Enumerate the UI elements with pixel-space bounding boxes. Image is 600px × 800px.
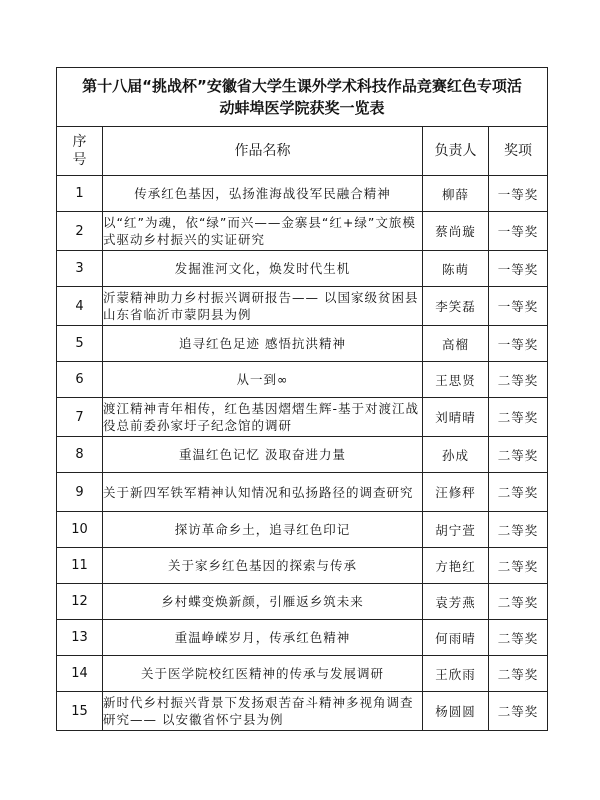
work-title: 关于医学院校红医精神的传承与发展调研 xyxy=(103,656,423,692)
work-title: 发掘淮河文化，焕发时代生机 xyxy=(103,251,423,287)
award-level: 二等奖 xyxy=(489,512,548,548)
work-title: 追寻红色足迹 感悟抗洪精神 xyxy=(103,326,423,362)
table-row xyxy=(57,212,548,251)
title-line-1: 第十八届“挑战杯”安徽省大学生课外学术科技作品竞赛红色专项活 xyxy=(82,77,522,95)
responsible-person: 方艳红 xyxy=(423,548,489,584)
work-title: 探访革命乡土，追寻红色印记 xyxy=(103,512,423,548)
row-number: 4 xyxy=(57,287,103,326)
award-level: 二等奖 xyxy=(489,584,548,620)
award-level: 二等奖 xyxy=(489,437,548,473)
table-row xyxy=(57,362,548,398)
work-title: 从一到∞ xyxy=(103,362,423,398)
header-award: 奖项 xyxy=(489,127,548,176)
award-table xyxy=(56,67,548,731)
work-title: 新时代乡村振兴背景下发扬艰苦奋斗精神多视角调查研究—— 以安徽省怀宁县为例 xyxy=(103,692,423,731)
award-level: 二等奖 xyxy=(489,692,548,731)
award-level: 一等奖 xyxy=(489,287,548,326)
responsible-person: 王欣雨 xyxy=(423,656,489,692)
row-number: 11 xyxy=(57,548,103,584)
row-number: 9 xyxy=(57,473,103,512)
row-number: 12 xyxy=(57,584,103,620)
row-number: 7 xyxy=(57,398,103,437)
award-level: 二等奖 xyxy=(489,548,548,584)
table-row xyxy=(57,251,548,287)
responsible-person: 刘晴晴 xyxy=(423,398,489,437)
work-title: 重温峥嵘岁月，传承红色精神 xyxy=(103,620,423,656)
document-title xyxy=(57,68,548,127)
header-no-line-1: 序 xyxy=(72,134,87,150)
title-row xyxy=(57,68,548,127)
work-title: 重温红色记忆 汲取奋进力量 xyxy=(103,437,423,473)
responsible-person: 孙成 xyxy=(423,437,489,473)
table-row xyxy=(57,512,548,548)
responsible-person: 柳薛 xyxy=(423,176,489,212)
responsible-person: 陈萌 xyxy=(423,251,489,287)
row-number: 14 xyxy=(57,656,103,692)
row-number: 15 xyxy=(57,692,103,731)
work-title: 关于新四军铁军精神认知情况和弘扬路径的调查研究 xyxy=(103,473,423,512)
table-body xyxy=(57,176,548,731)
row-number: 6 xyxy=(57,362,103,398)
header-row xyxy=(57,127,548,176)
responsible-person: 胡宁萱 xyxy=(423,512,489,548)
award-level: 二等奖 xyxy=(489,362,548,398)
table-row xyxy=(57,176,548,212)
row-number: 8 xyxy=(57,437,103,473)
table-row xyxy=(57,656,548,692)
row-number: 5 xyxy=(57,326,103,362)
table-row xyxy=(57,584,548,620)
row-number: 3 xyxy=(57,251,103,287)
row-number: 1 xyxy=(57,176,103,212)
header-no-line-2: 号 xyxy=(72,152,87,168)
award-level: 二等奖 xyxy=(489,473,548,512)
responsible-person: 蔡尚璇 xyxy=(423,212,489,251)
award-level: 二等奖 xyxy=(489,656,548,692)
responsible-person: 杨圆圆 xyxy=(423,692,489,731)
award-level: 一等奖 xyxy=(489,251,548,287)
award-level: 二等奖 xyxy=(489,620,548,656)
table-row xyxy=(57,326,548,362)
table-row xyxy=(57,473,548,512)
responsible-person: 何雨晴 xyxy=(423,620,489,656)
title-line-2: 动蚌埠医学院获奖一览表 xyxy=(219,99,385,117)
table-row xyxy=(57,692,548,731)
table-row xyxy=(57,620,548,656)
header-person: 负责人 xyxy=(423,127,489,176)
award-level: 一等奖 xyxy=(489,212,548,251)
row-number: 10 xyxy=(57,512,103,548)
responsible-person: 高榴 xyxy=(423,326,489,362)
table-row xyxy=(57,437,548,473)
work-title: 沂蒙精神助力乡村振兴调研报告—— 以国家级贫困县山东省临沂市蒙阴县为例 xyxy=(103,287,423,326)
table-row xyxy=(57,548,548,584)
responsible-person: 王思贤 xyxy=(423,362,489,398)
work-title: 渡江精神青年相传，红色基因熠熠生辉-基于对渡江战役总前委孙家圩子纪念馆的调研 xyxy=(103,398,423,437)
responsible-person: 汪修秤 xyxy=(423,473,489,512)
header-work-name: 作品名称 xyxy=(103,127,423,176)
work-title: 关于家乡红色基因的探索与传承 xyxy=(103,548,423,584)
header-no xyxy=(57,127,103,176)
row-number: 2 xyxy=(57,212,103,251)
responsible-person: 李笑磊 xyxy=(423,287,489,326)
responsible-person: 袁芳燕 xyxy=(423,584,489,620)
work-title: 以“红”为魂，依“绿”而兴——金寨县“红+绿”文旅模式驱动乡村振兴的实证研究 xyxy=(103,212,423,251)
award-level: 一等奖 xyxy=(489,176,548,212)
award-level: 一等奖 xyxy=(489,326,548,362)
work-title: 乡村蝶变焕新颜，引雁返乡筑未来 xyxy=(103,584,423,620)
table-row xyxy=(57,287,548,326)
table-row xyxy=(57,398,548,437)
work-title: 传承红色基因，弘扬淮海战役军民融合精神 xyxy=(103,176,423,212)
award-level: 二等奖 xyxy=(489,398,548,437)
row-number: 13 xyxy=(57,620,103,656)
